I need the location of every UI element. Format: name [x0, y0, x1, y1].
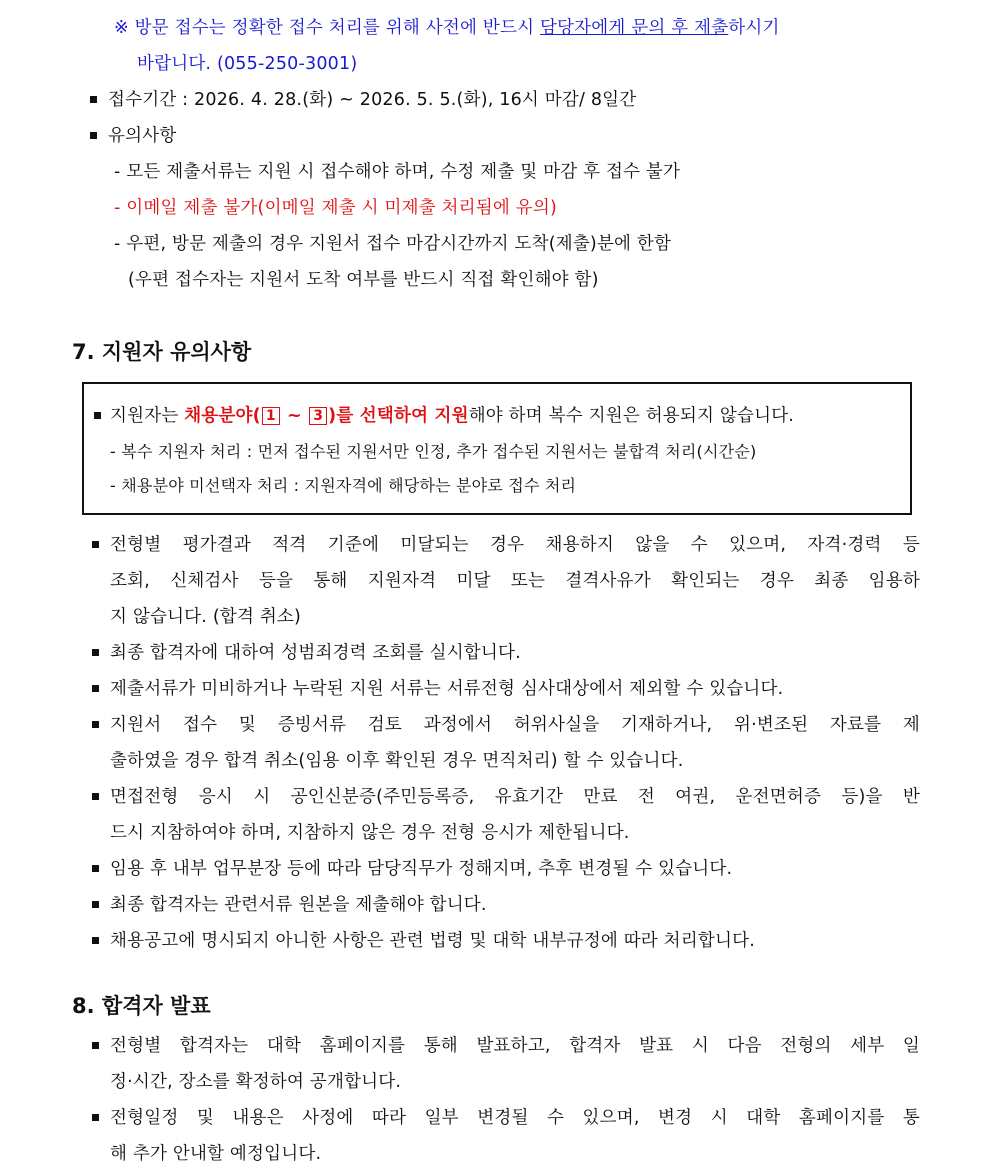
period-text: 접수기간 : 2026. 4. 28.(화) ~ 2026. 5. 5.(화), 16시 마감/ 8일간 — [108, 90, 637, 110]
list-item-cont: 출하였을 경우 합격 취소(임용 이후 확인된 경우 면직처리) 할 수 있습니다. — [110, 751, 684, 771]
box-sub-item: - 채용분야 미선택자 처리 : 지원자격에 해당하는 분야로 접수 처리 — [110, 476, 577, 495]
bullet-square-icon — [92, 793, 99, 800]
list-item: 전형별 합격자는 대학 홈페이지를 통해 발표하고, 합격자 발표 시 다음 전형의 세부 일 — [110, 1036, 920, 1056]
bullet-square-icon — [92, 1042, 99, 1049]
bullet-square-icon — [92, 901, 99, 908]
list-item: 제출서류가 미비하거나 누락된 지원 서류는 서류전형 심사대상에서 제외할 수 있습니다. — [110, 679, 784, 699]
caution-item-cont: (우편 접수자는 지원서 도착 여부를 반드시 직접 확인해야 함) — [128, 270, 599, 290]
bullet-square-icon — [94, 412, 101, 419]
section8-heading: 8. 합격자 발표 — [72, 994, 211, 1018]
visit-note-underlined: 담당자에게 문의 후 제출 — [539, 18, 729, 38]
bullet-square-icon — [92, 937, 99, 944]
bullet-square-icon — [92, 865, 99, 872]
box-sub-item: - 복수 지원자 처리 : 먼저 접수된 지원서만 인정, 추가 접수된 지원서는 불합격 처리(시간순) — [110, 442, 757, 461]
visit-note-suffix: 하시기 — [728, 18, 780, 38]
list-item: 전형일정 및 내용은 사정에 따라 일부 변경될 수 있으며, 변경 시 대학 홈페이지를 통 — [110, 1108, 920, 1128]
bullet-square-icon — [92, 685, 99, 692]
caution-item: - 모든 제출서류는 지원 시 접수해야 하며, 수정 제출 및 마감 후 접수 불가 — [114, 162, 681, 182]
box-line1-suffix: 해야 하며 복수 지원은 허용되지 않습니다. — [468, 406, 795, 426]
caution-item: - 우편, 방문 제출의 경우 지원서 접수 마감시간까지 도착(제출)분에 한함 — [114, 234, 672, 254]
visit-note-line1 — [114, 16, 780, 40]
list-item: 최종 합격자는 관련서류 원본을 제출해야 합니다. — [110, 895, 487, 915]
visit-note-line2: 바랍니다. (055-250-3001) — [137, 54, 358, 74]
list-item: 임용 후 내부 업무분장 등에 따라 담당직무가 정해지며, 추후 변경될 수 있습니다. — [110, 859, 733, 879]
bullet-square-icon — [92, 649, 99, 656]
box-line1-red: 채용분야( — [184, 406, 261, 426]
list-item-cont: 드시 지참하여야 하며, 지참하지 않은 경우 전형 응시가 제한됩니다. — [110, 823, 630, 843]
box-line1-tilde: ~ — [280, 406, 309, 426]
caution-title: 유의사항 — [108, 126, 177, 146]
list-item-cont: 조회, 신체검사 등을 통해 지원자격 미달 또는 결격사유가 확인되는 경우 최종 임용하 — [110, 571, 920, 591]
list-item: 채용공고에 명시되지 아니한 사항은 관련 법령 및 대학 내부규정에 따라 처리합니다. — [110, 931, 755, 951]
list-item: 지원서 접수 및 증빙서류 검토 과정에서 허위사실을 기재하거나, 위·변조된 자료를 제 — [110, 715, 920, 735]
list-item: 최종 합격자에 대하여 성범죄경력 조회를 실시합니다. — [110, 643, 521, 663]
boxed-number-3: 3 — [309, 407, 327, 425]
box-line1 — [110, 404, 794, 428]
list-item-cont: 해 추가 안내할 예정입니다. — [110, 1144, 322, 1164]
list-item-cont: 지 않습니다. (합격 취소) — [110, 607, 302, 627]
caution-item-red: - 이메일 제출 불가(이메일 제출 시 미제출 처리됨에 유의) — [114, 198, 557, 218]
section7-heading: 7. 지원자 유의사항 — [72, 340, 252, 364]
visit-note-text: ※ 방문 접수는 정확한 접수 처리를 위해 사전에 반드시 — [114, 18, 540, 38]
bullet-square-icon — [92, 1114, 99, 1121]
bullet-square-icon — [90, 132, 97, 139]
boxed-number-1: 1 — [262, 407, 280, 425]
list-item: 면접전형 응시 시 공인신분증(주민등록증, 유효기간 만료 전 여권, 운전면허증 등)을 반 — [110, 787, 920, 807]
box-line1-red: )를 선택하여 지원 — [328, 406, 469, 426]
box-line1-prefix: 지원자는 — [110, 406, 185, 426]
bullet-square-icon — [90, 96, 97, 103]
bullet-square-icon — [92, 541, 99, 548]
list-item-cont: 정·시간, 장소를 확정하여 공개합니다. — [110, 1072, 402, 1092]
list-item: 전형별 평가결과 적격 기준에 미달되는 경우 채용하지 않을 수 있으며, 자격·경력 등 — [110, 535, 920, 555]
bullet-square-icon — [92, 721, 99, 728]
